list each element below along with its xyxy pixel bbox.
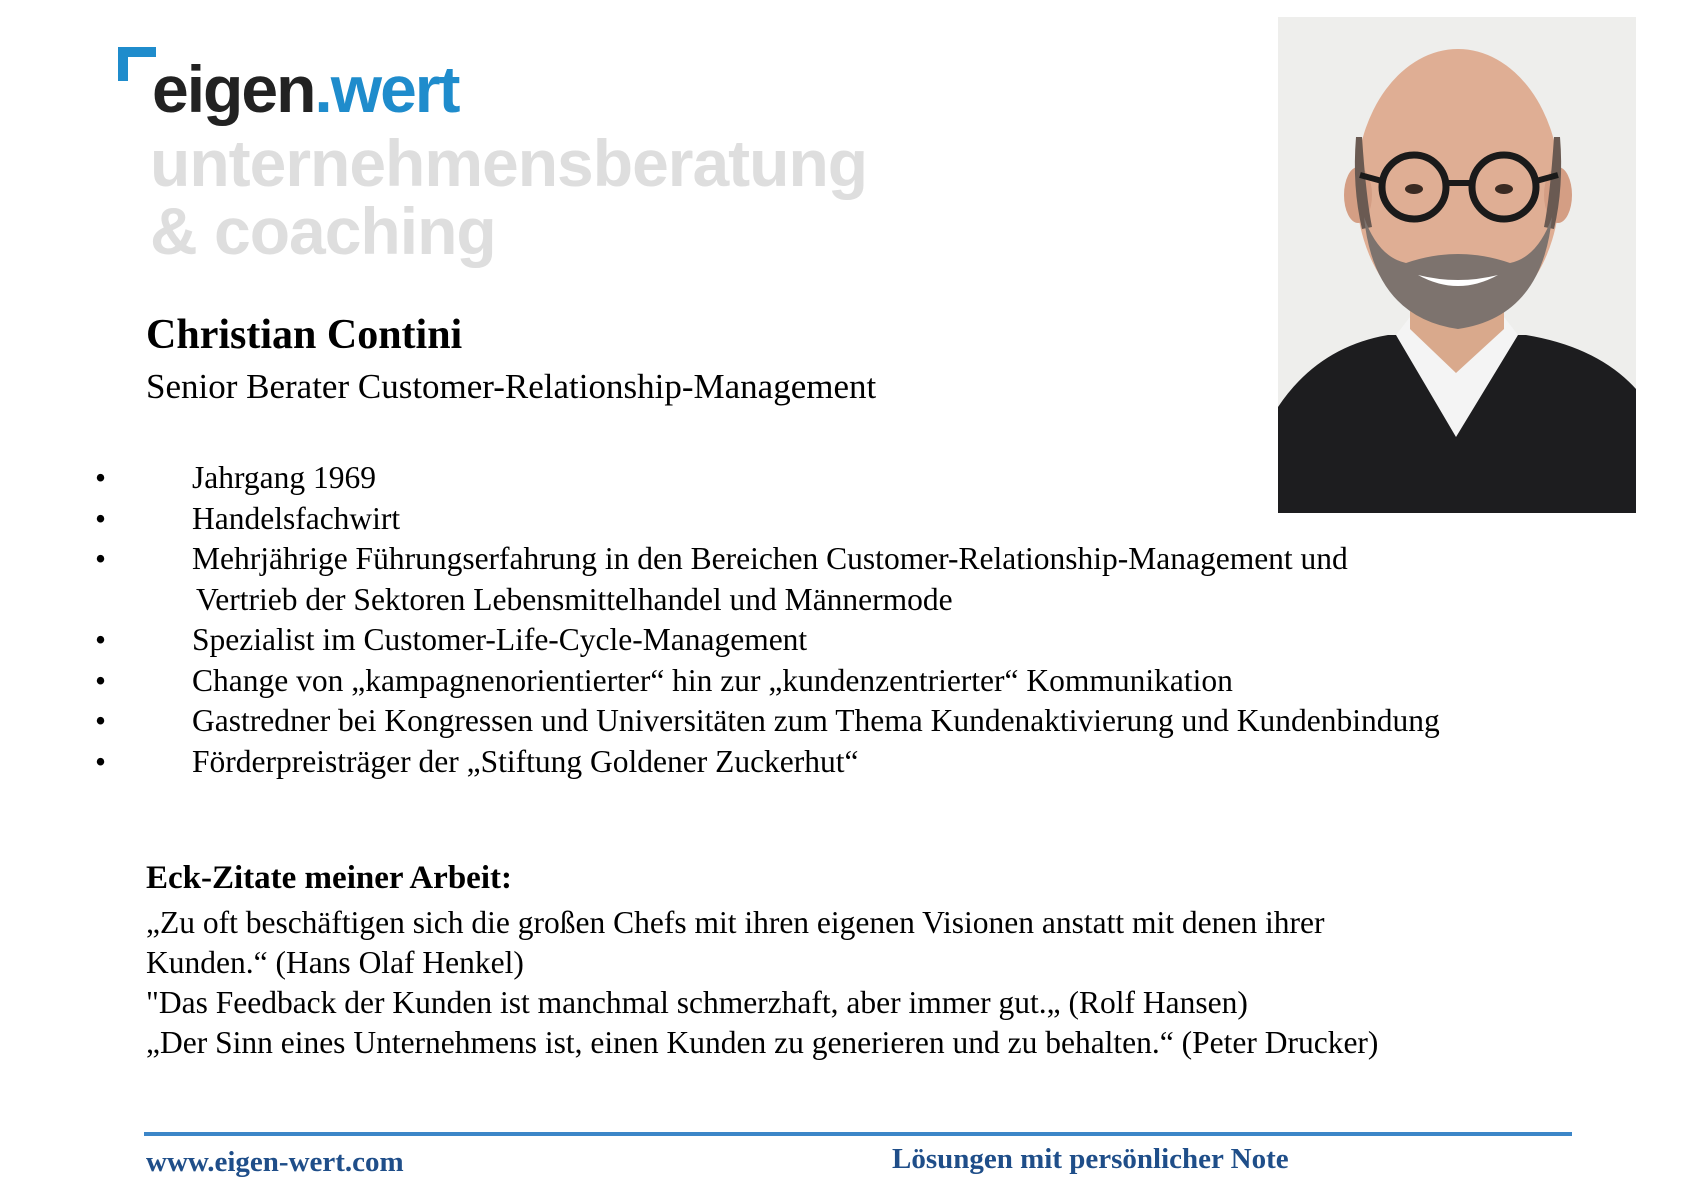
list-item-text: Mehrjährige Führungserfahrung in den Bereichen Customer-Relationship-Management und	[192, 541, 1348, 576]
footer-slogan: Lösungen mit persönlicher Note	[892, 1143, 1289, 1175]
profile-bullet-list	[0, 458, 1640, 782]
list-item	[0, 620, 1640, 661]
bullet-dot-icon: •	[95, 541, 107, 576]
list-item-text: Förderpreisträger der „Stiftung Goldener Zuckerhut“	[192, 743, 859, 779]
person-role: Senior Berater Customer-Relationship-Management	[146, 367, 877, 406]
list-item-text: Gastredner bei Kongressen und Universitäten zum Thema Kundenaktivierung und Kundenbindung	[192, 703, 1440, 738]
list-item	[0, 458, 1640, 499]
logo-wordmark	[152, 52, 459, 126]
list-item-text: Handelsfachwirt	[192, 500, 401, 536]
footer-divider	[144, 1132, 1572, 1136]
logo-brand-part2: .wert	[314, 52, 459, 126]
quote-line: „Zu oft beschäftigen sich die großen Chefs mit ihren eigenen Visionen anstatt mit denen ihrer	[146, 905, 1325, 940]
list-item-text: Spezialist im Customer-Life-Cycle-Management	[192, 622, 808, 657]
quote-line: Kunden.“ (Hans Olaf Henkel)	[146, 945, 524, 980]
logo-brand-part1: eigen	[152, 52, 315, 126]
list-item	[0, 742, 1640, 783]
logo-tagline-line2: & coaching	[150, 194, 496, 268]
person-name: Christian Contini	[146, 312, 463, 358]
logo-corner-mark-horizontal	[118, 47, 156, 57]
list-item	[0, 661, 1640, 702]
portrait-illustration	[1278, 17, 1636, 513]
portrait-photo	[1278, 17, 1636, 513]
quote-line: "Das Feedback der Kunden ist manchmal schmerzhaft, aber immer gut.„ (Rolf Hansen)	[146, 985, 1248, 1020]
list-item	[0, 499, 1640, 540]
company-logo	[118, 42, 1018, 272]
bullet-dot-icon: •	[95, 743, 107, 779]
list-item-text: Change von „kampagnenorientierter“ hin zur „kundenzentrierter“ Kommunikation	[192, 662, 1233, 698]
quotes-heading: Eck-Zitate meiner Arbeit:	[146, 860, 512, 896]
bullet-dot-icon: •	[95, 622, 107, 657]
logo-tagline-line1: unternehmensberatung	[150, 126, 868, 200]
footer-website-link[interactable]: www.eigen-wert.com	[146, 1146, 404, 1178]
list-item-text: Jahrgang 1969	[192, 460, 377, 495]
list-item-text-continued: Vertrieb der Sektoren Lebensmittelhandel und Männermode	[196, 581, 953, 617]
list-item	[0, 701, 1640, 742]
list-item	[0, 539, 1640, 620]
bullet-dot-icon: •	[95, 703, 107, 738]
bullet-dot-icon: •	[95, 662, 107, 698]
quote-line: „Der Sinn eines Unternehmens ist, einen Kunden zu generieren und zu behalten.“ (Peter Drucker)	[146, 1025, 1379, 1060]
bullet-dot-icon: •	[95, 460, 107, 495]
bullet-dot-icon: •	[95, 500, 107, 536]
